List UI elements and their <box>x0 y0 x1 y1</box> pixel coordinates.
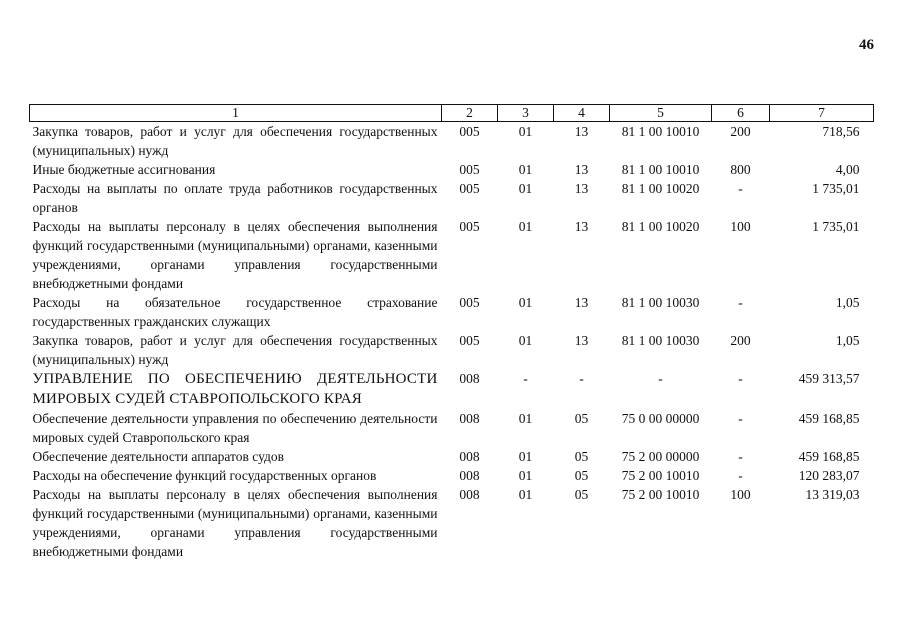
budget-table <box>29 104 874 561</box>
row-ministry-code: 008 <box>459 411 480 426</box>
column-number-header <box>30 105 874 122</box>
row-ministry-code: 005 <box>459 181 480 196</box>
row-name: Расходы на выплаты по оплате труда работников государственных органов <box>32 181 438 215</box>
row-expense-type-code: - <box>738 449 743 464</box>
row-expense-type-code: - <box>738 468 743 483</box>
row-section-code: 01 <box>518 487 533 502</box>
row-amount: 459 313,57 <box>798 371 860 386</box>
row-section-code: 01 <box>518 468 533 483</box>
row-expense-type-code: - <box>738 411 743 426</box>
table-row <box>30 293 874 331</box>
header-col-6: 6 <box>712 105 770 122</box>
row-ministry-code: 008 <box>459 468 480 483</box>
row-expense-type-code: - <box>738 181 743 196</box>
row-expense-type-code: 100 <box>730 487 751 502</box>
row-ministry-code: 005 <box>459 219 480 234</box>
row-amount: 1 735,01 <box>812 181 860 196</box>
row-ministry-code: 005 <box>459 333 480 348</box>
row-target-item-code: 75 2 00 00000 <box>621 449 700 464</box>
row-ministry-code: 008 <box>459 449 480 464</box>
table-row <box>30 409 874 447</box>
row-subsection-code: 13 <box>574 162 589 177</box>
row-section-code: 01 <box>518 181 533 196</box>
row-amount: 459 168,85 <box>798 411 860 426</box>
header-col-3: 3 <box>498 105 554 122</box>
row-ministry-code: 005 <box>459 295 480 310</box>
row-name: Закупка товаров, работ и услуг для обеспечения государственных (муниципальных) нужд <box>32 333 438 367</box>
row-amount: 718,56 <box>822 124 860 139</box>
row-name: Расходы на обеспечение функций государственных органов <box>32 468 377 483</box>
row-target-item-code: 81 1 00 10010 <box>621 162 700 177</box>
row-subsection-code: - <box>579 371 584 386</box>
table-row <box>30 217 874 293</box>
row-section-code: 01 <box>518 124 533 139</box>
row-ministry-code: 008 <box>459 487 480 502</box>
row-section-code: - <box>523 371 528 386</box>
row-subsection-code: 05 <box>574 449 589 464</box>
row-name: Закупка товаров, работ и услуг для обеспечения государственных (муниципальных) нужд <box>32 124 438 158</box>
row-amount: 1,05 <box>835 333 860 348</box>
row-target-item-code: 81 1 00 10020 <box>621 219 700 234</box>
row-subsection-code: 05 <box>574 411 589 426</box>
row-subsection-code: 13 <box>574 333 589 348</box>
row-name: Расходы на обязательное государственное страхование государственных гражданских служащих <box>32 295 438 329</box>
row-subsection-code: 13 <box>574 295 589 310</box>
row-expense-type-code: 200 <box>730 333 751 348</box>
row-section-code: 01 <box>518 162 533 177</box>
row-name: Расходы на выплаты персоналу в целях обеспечения выполнения функций государственными (муниципальными) органами, казенными учреждениями, органами управления государственными внебюджетными фондами <box>32 487 438 559</box>
table-row <box>30 331 874 369</box>
row-section-code: 01 <box>518 219 533 234</box>
table-row <box>30 369 874 409</box>
header-col-1: 1 <box>30 105 442 122</box>
table-row <box>30 179 874 217</box>
row-target-item-code: 75 0 00 00000 <box>621 411 700 426</box>
table-row <box>30 485 874 561</box>
row-subsection-code: 13 <box>574 181 589 196</box>
row-subsection-code: 05 <box>574 487 589 502</box>
row-target-item-code: 81 1 00 10030 <box>621 333 700 348</box>
row-section-code: 01 <box>518 295 533 310</box>
row-amount: 4,00 <box>835 162 860 177</box>
table-row <box>30 160 874 179</box>
row-subsection-code: 05 <box>574 468 589 483</box>
header-col-7: 7 <box>770 105 874 122</box>
row-amount: 1 735,01 <box>812 219 860 234</box>
table-row <box>30 466 874 485</box>
page-number: 46 <box>859 37 874 53</box>
row-name: Обеспечение деятельности аппаратов судов <box>32 449 284 464</box>
row-amount: 459 168,85 <box>798 449 860 464</box>
row-amount: 120 283,07 <box>798 468 860 483</box>
row-target-item-code: 75 2 00 10010 <box>621 468 700 483</box>
row-subsection-code: 13 <box>574 124 589 139</box>
row-section-code: 01 <box>518 411 533 426</box>
header-col-4: 4 <box>554 105 610 122</box>
row-ministry-code: 005 <box>459 162 480 177</box>
row-ministry-code: 008 <box>459 371 480 386</box>
row-target-item-code: 81 1 00 10020 <box>621 181 700 196</box>
header-col-5: 5 <box>610 105 712 122</box>
row-amount: 1,05 <box>835 295 860 310</box>
row-name: УПРАВЛЕНИЕ ПО ОБЕСПЕЧЕНИЮ ДЕЯТЕЛЬНОСТИ МИРОВЫХ СУДЕЙ СТАВРОПОЛЬСКОГО КРАЯ <box>32 371 438 407</box>
table-row <box>30 122 874 161</box>
header-col-2: 2 <box>442 105 498 122</box>
table-row <box>30 447 874 466</box>
row-name: Расходы на выплаты персоналу в целях обеспечения выполнения функций государственными (муниципальными) органами, казенными учреждениями, органами управления государственными внебюджетными фондами <box>32 219 438 291</box>
row-expense-type-code: 100 <box>730 219 751 234</box>
row-expense-type-code: 200 <box>730 124 751 139</box>
row-target-item-code: 75 2 00 10010 <box>621 487 700 502</box>
row-expense-type-code: - <box>738 371 743 386</box>
row-expense-type-code: - <box>738 295 743 310</box>
row-target-item-code: 81 1 00 10010 <box>621 124 700 139</box>
row-expense-type-code: 800 <box>730 162 751 177</box>
row-section-code: 01 <box>518 333 533 348</box>
row-section-code: 01 <box>518 449 533 464</box>
row-ministry-code: 005 <box>459 124 480 139</box>
row-subsection-code: 13 <box>574 219 589 234</box>
row-amount: 13 319,03 <box>805 487 860 502</box>
row-name: Иные бюджетные ассигнования <box>32 162 216 177</box>
row-target-item-code: 81 1 00 10030 <box>621 295 700 310</box>
row-name: Обеспечение деятельности управления по обеспечению деятельности мировых судей Ставропольского края <box>32 411 438 445</box>
row-target-item-code: - <box>658 371 663 386</box>
